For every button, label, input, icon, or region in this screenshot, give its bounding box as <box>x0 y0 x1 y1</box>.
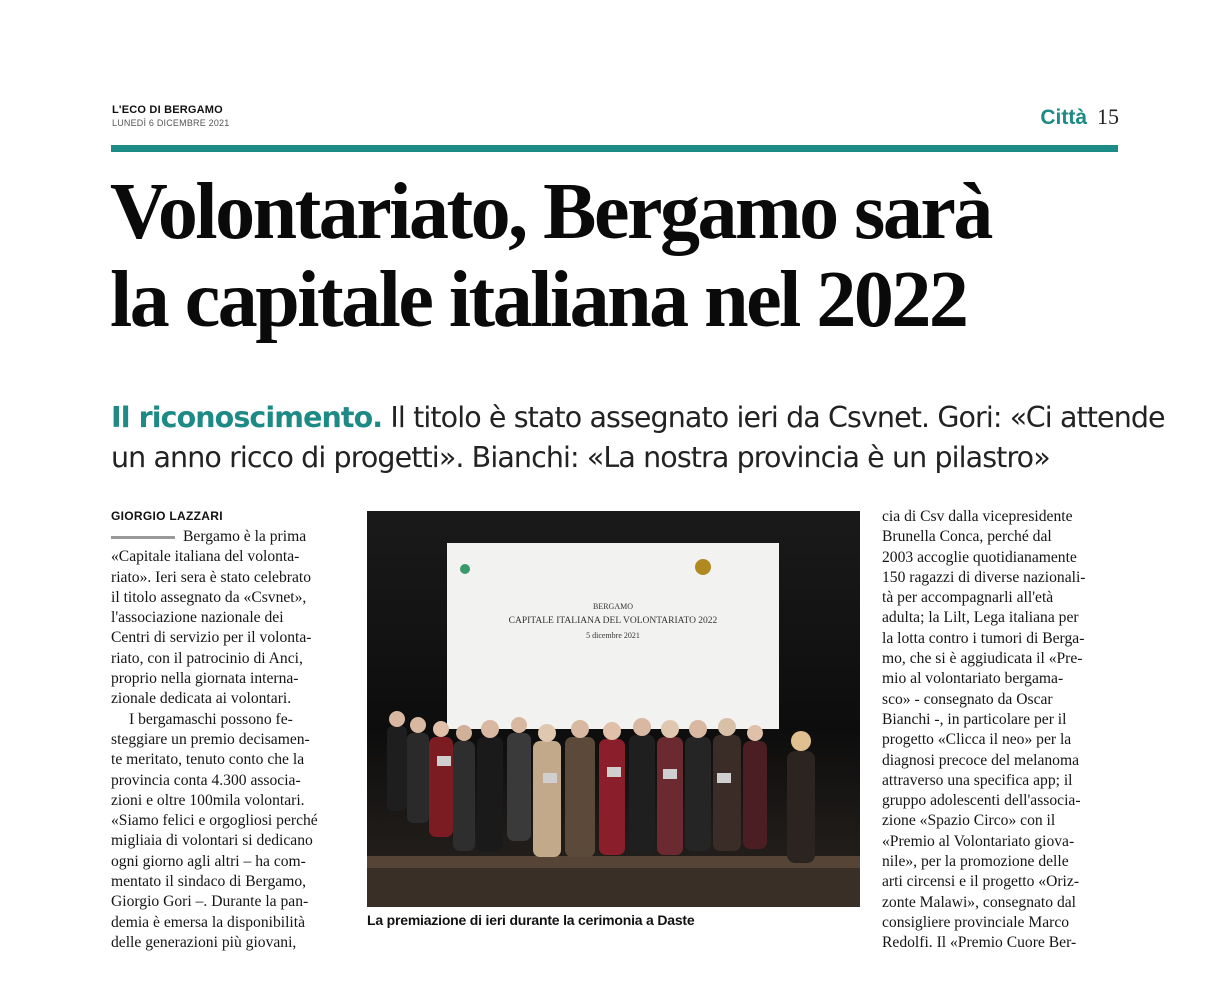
screen-line-3: 5 dicembre 2021 <box>586 631 640 640</box>
column3-line: consigliere provinciale Marco <box>882 913 1070 931</box>
column3-line: tà per accompagnarli all'età <box>882 589 1054 607</box>
article-column-3 <box>882 507 1118 954</box>
screen-line-1: BERGAMO <box>592 602 634 611</box>
column3-line: adulta; la Lilt, Lega italiana per <box>882 609 1079 627</box>
column1-line: provincia conta 4.300 associa- <box>111 771 301 789</box>
column1-line: l'associazione nazionale dei <box>111 609 284 627</box>
subhead-kicker: Il riconoscimento. <box>111 401 383 434</box>
column3-line: 2003 accoglie quotidianamente <box>882 548 1077 566</box>
subheadline <box>111 398 1165 478</box>
column1-line: Centri di servizio per il volonta- <box>111 629 312 647</box>
photo-illustration <box>367 511 860 907</box>
subhead-line-1-text: Il titolo è stato assegnato ieri da Csvnet. Gori: «Ci attende <box>382 401 1165 434</box>
emblem-icon <box>695 559 711 575</box>
column3-line: Bianchi -, in particolare per il <box>882 710 1067 728</box>
column1-line: migliaia di volontari si dedicano <box>111 832 313 850</box>
newspaper-name: L'ECO DI BERGAMO <box>112 104 223 116</box>
section-header <box>1040 104 1119 130</box>
column1-line: «Capitale italiana del volonta- <box>111 548 300 566</box>
column1-line: proprio nella giornata interna- <box>111 670 299 688</box>
column1-line-0-text: Bergamo è la prima <box>183 528 307 545</box>
article-column-1 <box>111 527 346 953</box>
column1-line: steggiare un premio decisamen- <box>111 730 310 748</box>
screen-line-2: CAPITALE ITALIANA DEL VOLONTARIATO 2022 <box>508 616 718 626</box>
column3-line: arti circensi e il progetto «Oriz- <box>882 873 1080 891</box>
section-name: Città <box>1040 106 1087 129</box>
headline <box>110 168 991 344</box>
column3-line: gruppo adolescenti dell'associa- <box>882 792 1081 810</box>
column1-line: zioni e oltre 100mila volontari. <box>111 791 305 809</box>
headline-line-2: la capitale italiana nel 2022 <box>110 256 967 344</box>
column3-line: nile», per la promozione delle <box>882 853 1069 871</box>
column3-line: Redolfi. Il «Premio Cuore Ber- <box>882 934 1077 952</box>
column1-line: riato, con il patrocinio di Anci, <box>111 649 303 667</box>
column3-line: zonte Malawi», consegnato dal <box>882 893 1076 911</box>
photo-caption: La premiazione di ieri durante la cerimonia a Daste <box>367 912 695 928</box>
column3-line: attraverso una specifica app; il <box>882 771 1073 789</box>
section-rule <box>111 145 1118 152</box>
issue-date: LUNEDÌ 6 DICEMBRE 2021 <box>112 118 230 128</box>
column3-line: la lotta contro i tumori di Berga- <box>882 629 1085 647</box>
column3-line: cia di Csv dalla vicepresidente <box>882 508 1073 525</box>
column1-line: «Siamo felici e orgogliosi perché <box>111 812 318 830</box>
lead-dash <box>111 536 175 539</box>
page-number: 15 <box>1097 104 1119 129</box>
column1-line: Giorgio Gori –. Durante la pan- <box>111 893 309 911</box>
csvnet-logo-icon <box>460 564 470 574</box>
stage-edge <box>367 856 860 868</box>
column1-line: riato». Ieri sera è stato celebrato <box>111 568 312 586</box>
column3-line: sco» - consegnato da Oscar <box>882 690 1053 708</box>
column3-line: mo, che si è aggiudicata il «Pre- <box>882 650 1083 668</box>
stage-floor <box>367 866 860 907</box>
column1-line: mentato il sindaco di Bergamo, <box>111 873 307 891</box>
subhead-line-2: un anno ricco di progetti». Bianchi: «La nostra provincia è un pilastro» <box>111 441 1050 474</box>
masthead <box>112 104 229 129</box>
column1-line: delle generazioni più giovani, <box>111 933 297 951</box>
event-photo <box>367 511 860 907</box>
column3-line: progetto «Clicca il neo» per la <box>882 731 1072 749</box>
column1-line: ogni giorno agli altri – ha com- <box>111 852 306 870</box>
column1-line: il titolo assegnato da «Csvnet», <box>111 588 307 606</box>
column3-line: zione «Spazio Circo» con il <box>882 812 1056 830</box>
column3-line: «Premio al Volontariato giova- <box>882 832 1075 850</box>
column3-line: diagnosi precoce del melanoma <box>882 751 1080 769</box>
column1-line: demia è emersa la disponibilità <box>111 913 305 931</box>
byline: GIORGIO LAZZARI <box>111 509 223 523</box>
column1-line: zionale dedicata ai volontari. <box>111 690 292 708</box>
column3-line: mio al volontariato bergama- <box>882 670 1064 688</box>
column3-line: Brunella Conca, perché dal <box>882 528 1052 546</box>
subhead-line-1 <box>111 398 1165 438</box>
column1-line: te meritato, tenuto conto che la <box>111 751 305 769</box>
column3-line: 150 ragazzi di diverse nazionali- <box>882 568 1086 586</box>
column1-line: I bergamaschi possono fe- <box>129 710 293 728</box>
headline-line-1: Volontariato, Bergamo sarà <box>110 168 991 256</box>
column1-line-0 <box>111 527 346 547</box>
